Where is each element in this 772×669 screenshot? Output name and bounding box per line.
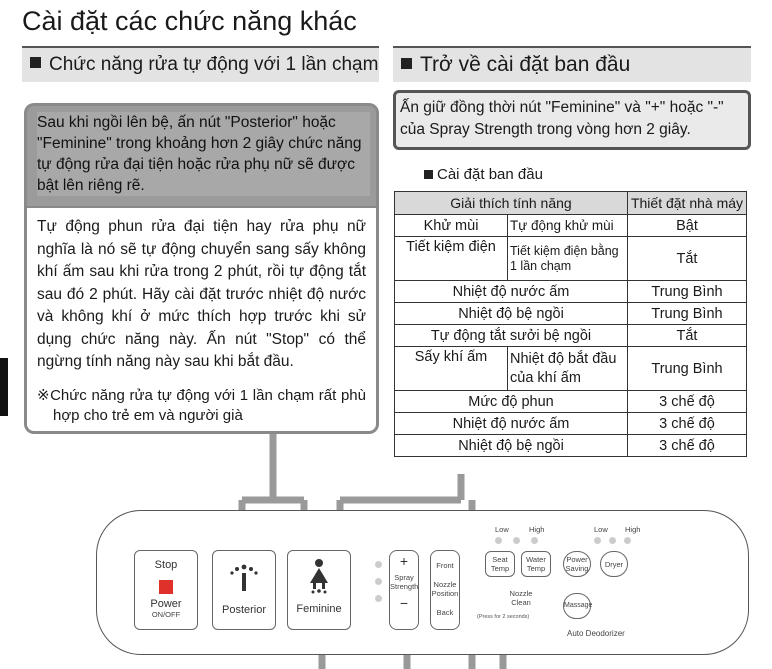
posterior-button[interactable]	[212, 550, 276, 630]
initial-settings-heading: Cài đặt ban đầu	[437, 166, 543, 183]
temp-level-dot	[531, 537, 538, 544]
feminine-button[interactable]	[287, 550, 351, 630]
intro-text: Sau khi ngồi lên bệ, ấn nút "Posterior" hoặc "Feminine" trong khoảng hơn 2 giây chức năng tự động rửa đại tiện hoặc rửa phụ nữ sẽ được bật lên riêng rẽ.	[37, 112, 370, 196]
cell-subfeature: Tiết kiệm điện bằng 1 lần chạm	[508, 237, 628, 281]
position-label: Position	[431, 589, 459, 598]
header-description: Giải thích tính năng	[395, 192, 628, 215]
control-panel	[96, 510, 749, 655]
cell-feature: Khử mùi	[395, 215, 508, 237]
dryer-label: Dryer	[604, 560, 624, 569]
dryer-level-dot	[609, 537, 616, 544]
nozzle-label: Nozzle	[433, 580, 457, 589]
note-text: ※Chức năng rửa tự động với 1 lần chạm rất phù hợp cho trẻ em và người già	[37, 386, 366, 424]
low-label: Low	[594, 525, 608, 534]
auto-deodorizer-label: Auto Deodorizer	[567, 629, 625, 638]
temp-level-dot	[495, 537, 502, 544]
temp-label: Temp	[490, 564, 510, 573]
spray-label: Spray	[394, 573, 414, 582]
cell-feature: Sấy khí ấm	[395, 347, 508, 391]
nozzle-clean-label	[501, 589, 541, 607]
cell-feature: Nhiệt độ nước ấm	[395, 413, 628, 435]
strength-level-dot	[375, 578, 382, 585]
nozzle-position-control	[430, 550, 460, 630]
power-label: Power	[566, 555, 588, 564]
stop-power-button[interactable]	[134, 550, 198, 630]
cell-feature: Tự động tắt sưởi bệ ngồi	[395, 325, 628, 347]
cell-value: 3 chế độ	[628, 435, 747, 457]
massage-label: Massage	[564, 602, 593, 609]
cell-feature: Nhiệt độ bệ ngồi	[395, 303, 628, 325]
description-text: Tự động phun rửa đại tiện hay rửa phụ nữ nghĩa là nó sẽ tự động chuyển sang sấy không khí ấm sau khi rửa trong 2 phút, rồi tự động tắt sau đó 2 phút. Hãy cài đặt trước nhiệt độ nước và không khí ở mức thích hợp trước khi sử dụng chức năng này. Ấn nút "Stop" có thể ngừng tính năng này sau khi bắt đầu.	[37, 218, 366, 370]
cell-value: Trung Bình	[628, 281, 747, 303]
water-temp-button[interactable]	[521, 551, 551, 577]
saving-label: Saving	[565, 564, 589, 573]
water-label: Water	[526, 555, 546, 564]
left-section-heading: Chức năng rửa tự động với 1 lần chạm	[49, 54, 379, 75]
massage-button[interactable]	[563, 593, 591, 619]
temp-level-dot	[513, 537, 520, 544]
stop-indicator-icon	[159, 580, 173, 594]
strength-level-dot	[375, 561, 382, 568]
cell-feature: Mức độ phun	[395, 391, 628, 413]
seat-temp-button[interactable]	[485, 551, 515, 577]
cell-value: Tắt	[628, 237, 747, 281]
cell-subfeature: Tự động khử mùi	[508, 215, 628, 237]
spray-strength-control	[389, 550, 419, 630]
cell-value: Trung Bình	[628, 347, 747, 391]
feminine-label: Feminine	[296, 603, 342, 615]
cell-value: Trung Bình	[628, 303, 747, 325]
cell-feature: Nhiệt độ bệ ngồi	[395, 435, 628, 457]
nozzle-front-button[interactable]: Front	[436, 561, 454, 570]
stop-label: Stop	[154, 559, 178, 571]
cell-subfeature: Nhiệt độ bắt đầu của khí ấm	[508, 347, 628, 391]
press-hint: (Press for 2 seconds)	[477, 614, 530, 620]
reset-instruction-text: Ấn giữ đồng thời nút "Feminine" và "+" hoặc "-" của Spray Strength trong vòng hơn 2 giây.	[400, 99, 724, 138]
cell-value: Tắt	[628, 325, 747, 347]
high-label: High	[529, 525, 545, 534]
cell-value: 3 chế độ	[628, 391, 747, 413]
dryer-level-dot	[594, 537, 601, 544]
cell-value: Bật	[628, 215, 747, 237]
strength-label: Strength	[390, 582, 419, 591]
power-label: Power	[150, 598, 182, 610]
header-factory: Thiết đặt nhà máy	[628, 192, 747, 215]
right-section-heading: Trở về cài đặt ban đầu	[420, 53, 631, 76]
cell-feature: Nhiệt độ nước ấm	[395, 281, 628, 303]
low-label: Low	[495, 525, 509, 534]
feminine-spray-icon	[299, 557, 339, 597]
nozzle-clean-line1: Nozzle	[509, 589, 533, 598]
dryer-level-dot	[624, 537, 631, 544]
temp-label: Temp	[526, 564, 546, 573]
strength-level-dot	[375, 595, 382, 602]
power-saving-button[interactable]	[563, 551, 591, 577]
nozzle-clean-line2: Clean	[511, 598, 531, 607]
page-title: Cài đặt các chức năng khác	[22, 6, 357, 36]
cell-feature: Tiết kiệm điện	[395, 237, 508, 281]
power-sub-label: ON/OFF	[151, 610, 181, 619]
spray-plus-button[interactable]: +	[399, 553, 409, 569]
seat-label: Seat	[492, 555, 508, 564]
posterior-label: Posterior	[221, 604, 267, 616]
dryer-button[interactable]	[600, 551, 628, 577]
cell-value: 3 chế độ	[628, 413, 747, 435]
nozzle-back-button[interactable]: Back	[436, 608, 454, 617]
spray-minus-button[interactable]: −	[399, 595, 409, 611]
high-label: High	[625, 525, 641, 534]
posterior-spray-icon	[224, 559, 264, 597]
